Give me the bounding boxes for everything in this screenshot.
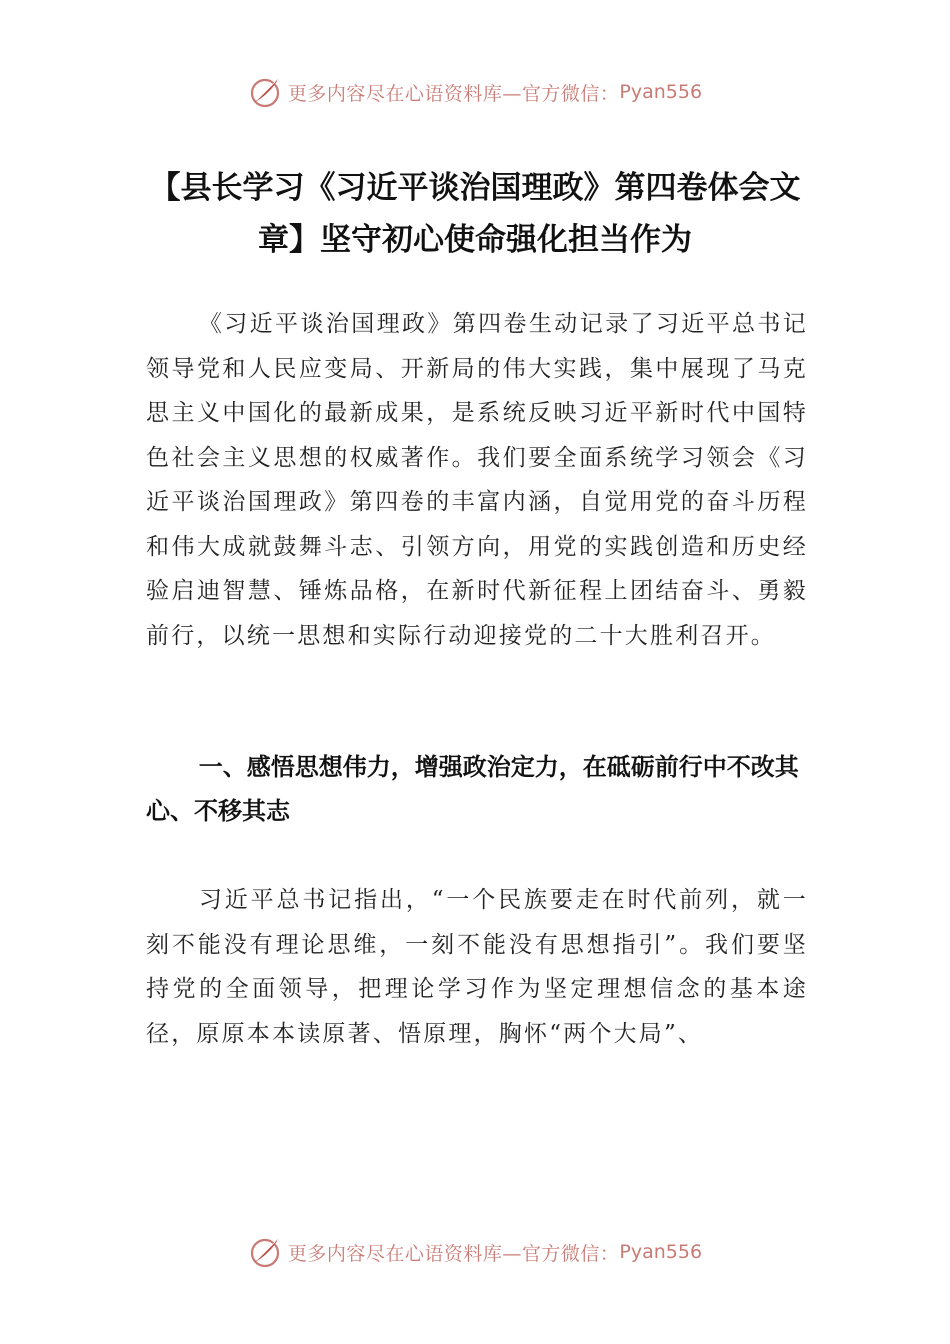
watermark-text: 更多内容尽在心语资料库—官方微信： (287, 1242, 620, 1265)
body-paragraph-1: 《习近平谈治国理政》第四卷生动记录了习近平总书记领导党和人民应变局、开新局的伟大实践，集中展现了马克思主义中国化的最新成果，是系统反映习近平新时代中国特色社会主义思想的权威著作。我们要全面系统学习领会《习近平谈治国理政》第四卷的丰富内涵，自觉用党的奋斗历程和伟大成就鼓舞斗志、引领方向，用党的实践创造和历史经验启迪智慧、锤炼品格，在新时代新征程上团结奋斗、勇毅前行，以统一思想和实际行动迎接党的二十大胜利召开。 (146, 311, 808, 649)
feather-logo-icon (248, 75, 282, 109)
watermark-wechat-id: Pyan556 (619, 1241, 703, 1263)
body-paragraph-2: 习近平总书记指出，“一个民族要走在时代前列，就一刻不能没有理论思维，一刻不能没有思想指引”。我们要坚持党的全面领导，把理论学习作为坚定理想信念的基本途径，原原本本读原著、悟原理，胸怀“两个大局”、 (146, 887, 808, 1047)
watermark-text: 更多内容尽在心语资料库—官方微信： (287, 82, 620, 105)
watermark-header (0, 72, 950, 112)
section-heading-1: 一、感悟思想伟力，增强政治定力，在砥砺前行中不改其心、不移其志 (146, 753, 799, 825)
feather-logo-icon (248, 1235, 282, 1269)
watermark-wechat-id: Pyan556 (619, 81, 703, 103)
watermark-footer (0, 1232, 950, 1272)
document-title: 【县长学习《习近平谈治国理政》第四卷体会文章】坚守初心使命强化担当作为 (149, 170, 801, 258)
